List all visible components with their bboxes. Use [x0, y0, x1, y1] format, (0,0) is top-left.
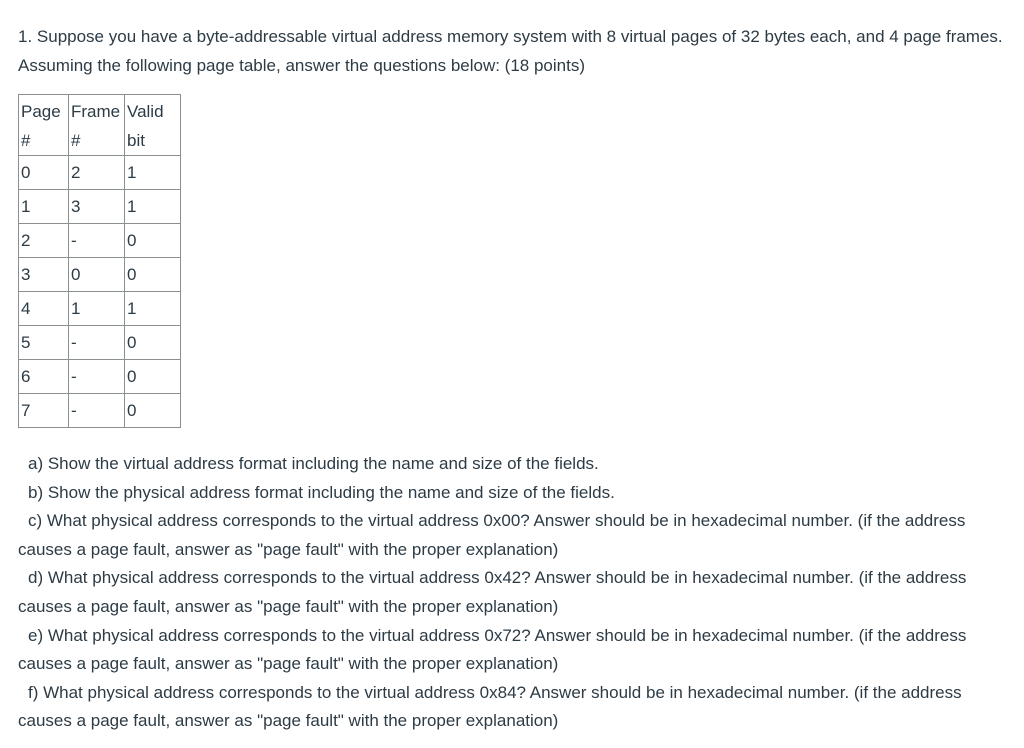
frame-cell: 3: [69, 190, 125, 224]
page-cell: 2: [19, 224, 69, 258]
table-row: [19, 326, 181, 360]
frame-cell: 1: [69, 292, 125, 326]
valid-cell: 1: [125, 156, 181, 190]
valid-cell: 0: [125, 326, 181, 360]
valid-cell: 0: [125, 394, 181, 428]
page-cell: 5: [19, 326, 69, 360]
valid-cell: 0: [125, 360, 181, 394]
header-valid-bit: Valid bit: [125, 95, 181, 156]
question-intro: 1. Suppose you have a byte-addressable virtual address memory system with 8 virtual pages of 32 bytes each, and 4 page frames. Assuming the following page table, answer the questions below: (18 points): [18, 27, 1003, 75]
page-cell: 7: [19, 394, 69, 428]
valid-cell: 0: [125, 224, 181, 258]
question-list: [18, 450, 1008, 736]
table-row: [19, 258, 181, 292]
frame-cell: 0: [69, 258, 125, 292]
frame-cell: -: [69, 224, 125, 258]
question-d: d) What physical address corresponds to the virtual address 0x42? Answer should be in hexadecimal number. (if the address causes a page fault, answer as "page fault" with the proper explanation): [18, 568, 967, 616]
header-frame-number: Frame #: [69, 95, 125, 156]
table-header-row: [19, 95, 181, 156]
table-row: [19, 156, 181, 190]
page-cell: 1: [19, 190, 69, 224]
question-e: e) What physical address corresponds to the virtual address 0x72? Answer should be in hexadecimal number. (if the address causes a page fault, answer as "page fault" with the proper explanation): [18, 625, 967, 674]
valid-cell: 1: [125, 190, 181, 224]
page-cell: 0: [19, 156, 69, 190]
valid-cell: 1: [125, 292, 181, 326]
table-row: [19, 292, 181, 326]
table-row: [19, 360, 181, 394]
question-a: a) Show the virtual address format including the name and size of the fields.: [28, 454, 599, 473]
frame-cell: -: [69, 394, 125, 428]
table-row: [19, 190, 181, 224]
frame-cell: -: [69, 360, 125, 394]
question-f: f) What physical address corresponds to the virtual address 0x84? Answer should be in hexadecimal number. (if the address causes a page fault, answer as "page fault" with the proper explanation): [18, 682, 962, 731]
frame-cell: 2: [69, 156, 125, 190]
frame-cell: -: [69, 326, 125, 360]
question-c: c) What physical address corresponds to the virtual address 0x00? Answer should be in hexadecimal number. (if the address causes a page fault, answer as "page fault" with the proper explanation): [18, 511, 966, 559]
page-cell: 4: [19, 292, 69, 326]
page-cell: 6: [19, 360, 69, 394]
valid-cell: 0: [125, 258, 181, 292]
question-b: b) Show the physical address format including the name and size of the fields.: [28, 482, 615, 502]
page-table: [18, 94, 181, 428]
table-row: [19, 394, 181, 428]
header-page-number: Page #: [19, 95, 69, 156]
table-row: [19, 224, 181, 258]
page-cell: 3: [19, 258, 69, 292]
